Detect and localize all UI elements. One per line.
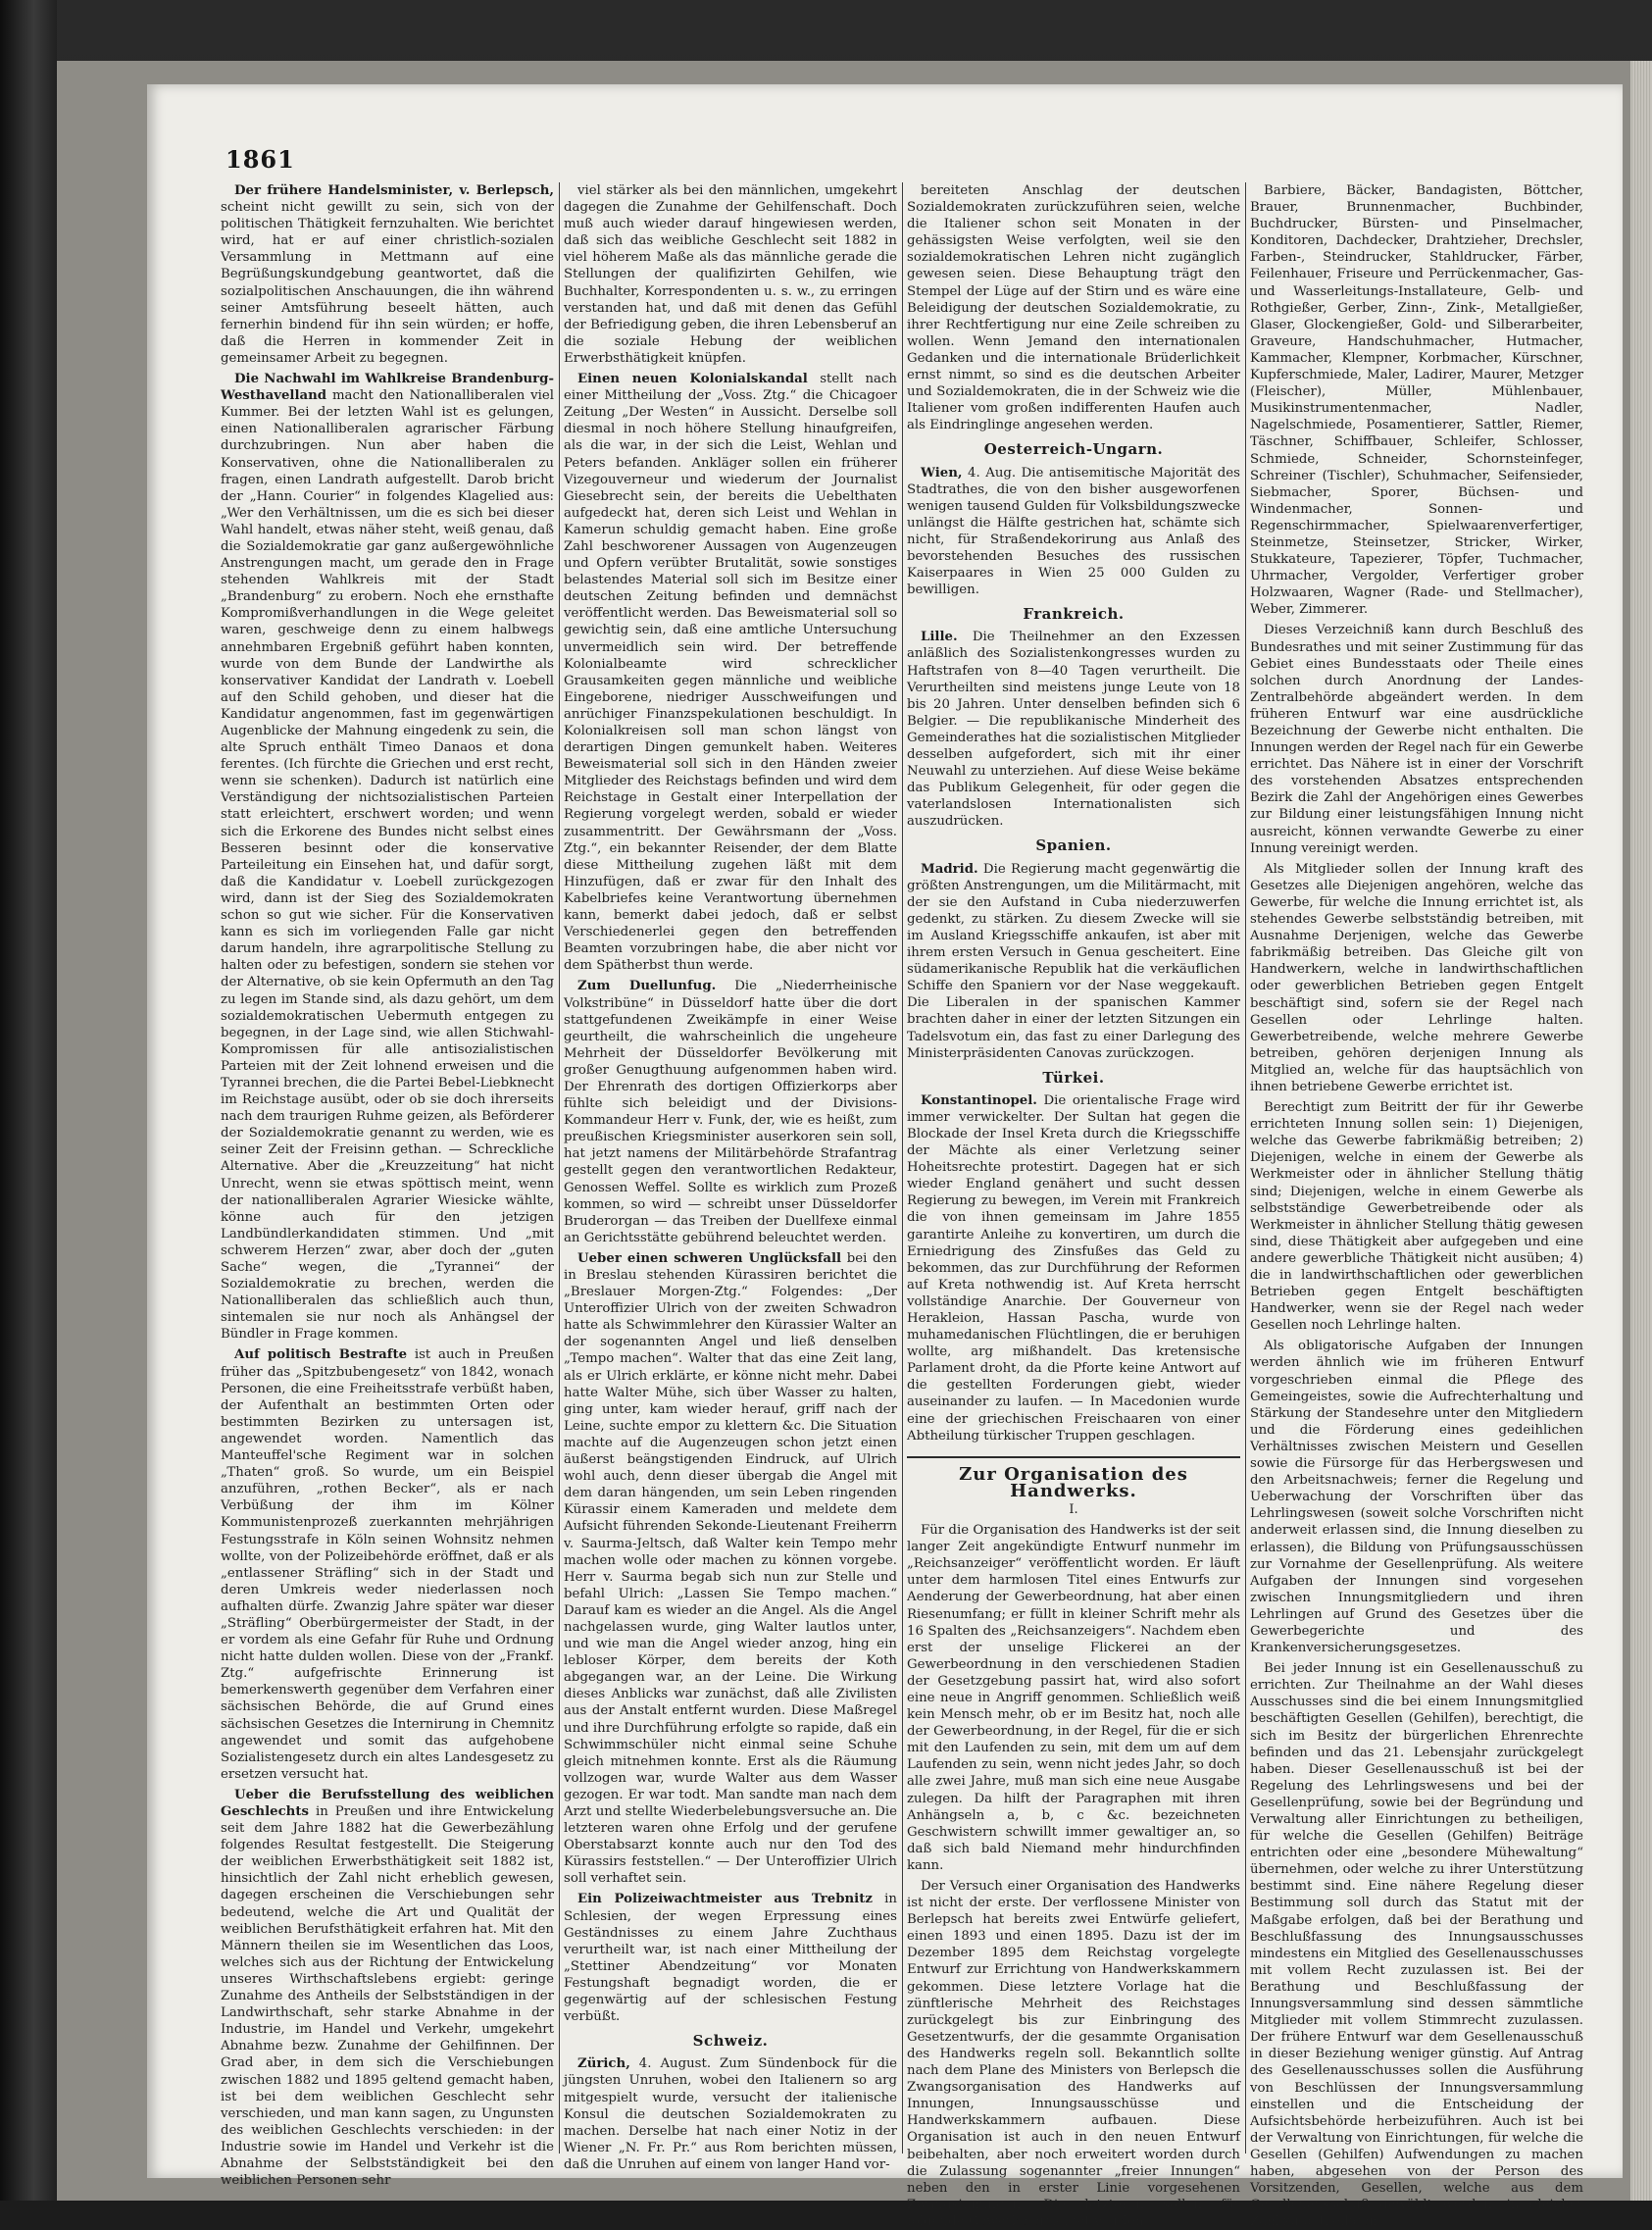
news-item xyxy=(221,371,554,1343)
news-item-text: Als Mitglieder sollen der Innung kraft des Gesetzes alle Diejenigen angehören, welche das Gewerbe, für welche die Innung errichtet ist, als stehendes Gewerbe selbstständig betreiben, mit Ausnahme Derjenigen, welche das Gewerbe fabrikmäßig betreiben. Das Gleiche gilt von Handwerkern, welche in landwirthschaftlichen oder gewerblichen Betrieben gegen Entgelt beschäftigt sind, sofern sie der Regel nach Gesellen oder Lehrlinge halten. Gewerbetreibende, welche mehrere Gewerbe betreiben, gehören derjenigen Innung als Mitglied an, welche für das hauptsächlich von ihnen betriebene Gewerbe errichtet ist. xyxy=(1250,861,1583,1094)
news-item-text: viel stärker als bei den männlichen, umgekehrt dagegen die Zunahme der Gehilfenschaft. Doch muß auch wieder darauf hingewiesen werden, daß sich das weibliche Geschlecht seit 1882 in viel höherem Maße als das männliche gerade die Stellungen der qualifizirten Gehilfen, wie Buchhalter, Korrespondenten u. s. w., zu erringen verstanden hat, und daß mit denen das Gefühl der Befriedigung geben, die ihren Lebensberuf an die soziale Hebung der weiblichen Erwerbsthätigkeit knüpfen. xyxy=(564,183,897,366)
news-item-text: scheint nicht gewillt zu sein, sich von der politischen Thätigkeit fernzuhalten. Wie berichtet wird, hat er auf einer christlich-sozialen Versammlung in Mettmann auf eine Begrüßungskundgebung geantwortet, daß die sozialpolitischen Anschauungen, die ihn während seiner Amtsführung beseelt hätten, auch fernerhin bindend für ihn sein würden; er hoffe, daß die Herren in kommender Zeit in gemeinsamer Arbeit zu begegnen. xyxy=(221,200,554,366)
news-item xyxy=(564,2055,897,2173)
news-item-text: Der Versuch einer Organisation des Handwerks ist nicht der erste. Der verflossene Minister von Berlepsch hat bereits zwei Entwürfe geliefert, einen 1893 und einen 1895. Dazu ist der im Dezember 1895 dem Reichstag vorgelegte Entwurf zur Errichtung von Handwerkskammern gekommen. Diese letztere Vorlage hat die zünftlerische Mehrheit des Reichstages zurückgelegt bis zur Einbringung des Gesetzentwurfs, der die gesammte Organisation des Handwerks regeln soll. Bekanntlich sollte nach dem Plane des Ministers von Berlepsch die Zwangsorganisation des Handwerks auf Innungen, Innungsausschüsse und Handwerkskammern aufbauen. Diese Organisation ist auch in den neuen Entwurf beibehalten, aber noch erweitert worden durch die Zulassung sogenannter „freier Innungen“ neben den in erster Linie vorgesehenen Zwangsinnungen. Die letzteren sollen für folgende Gewerbe errichtet werden: xyxy=(907,1879,1240,2229)
news-item xyxy=(907,629,1240,830)
paragraph xyxy=(1250,622,1583,856)
news-item-text: Bei jeder Innung ist ein Gesellenausschuß zu errichten. Zur Theilnahme an der Wahl dieses Ausschusses sind die bei einem Innungsmitglied beschäftigten Gesellen (Gehilfen), berechtigt, die sich im Besitz der bürgerlichen Ehrenrechte befinden und das 21. Lebensjahr zurückgelegt haben. Dieser Gesellenausschuß ist bei der Regelung des Lehrlingswesens und bei der Gesellenprüfung, sowie bei der Begründung und Verwaltung aller Einrichtungen zu betheiligen, für welche die Gesellen (Gehilfen) Beiträge entrichten oder eine „besondere Mühewaltung“ übernehmen, oder welche zu ihrer Unterstützung bestimmt sind. Eine nähere Regelung dieser Bestimmung soll durch das Statut mit der Maßgabe erfolgen, daß bei der Berathung und Beschlußfassung des Innungsausschusses mindestens ein Mitglied des Gesellenausschusses mit vollem Recht zuzulassen ist. Bei der Berathung und Beschlußfassung der Innungsversammlung sind dessen sämmtliche Mitglieder mit vollem Stimmrecht zuzulassen. Der frühere Entwurf war dem Gesellenausschuß in dieser Beziehung weniger günstig. Auf Antrag des Gesellenausschusses sollen die Ausführung von Beschlüssen der Innungsversammlung einstellen und die Entscheidung der Aufsichtsbehörde herbeizuführen. Auch ist bei der Verwaltung von Einrichtungen, für welche die Gesellen (Gehilfen) Aufwendungen zu machen haben, abgesehen von der Person des Vorsitzenden, Gesellen, welche aus dem Gesellenausschuß gewählt werden, in gleicher Zahl zu betheiligen, xyxy=(1250,1661,1583,2230)
paragraph xyxy=(1250,1099,1583,1334)
column-rule xyxy=(1245,182,1246,2154)
news-item-lead: Einen neuen Kolonialskandal xyxy=(577,372,808,387)
news-item-lead: Der frühere Handelsminister, v. Berlepsch, xyxy=(234,183,554,198)
paragraph xyxy=(564,182,897,367)
news-item xyxy=(221,182,554,367)
feature-heading: Zur Organisation des Handwerks. xyxy=(907,1456,1240,1499)
news-item xyxy=(221,1787,554,2189)
column-rule xyxy=(559,182,560,2154)
news-item-lead: Lille. xyxy=(921,630,958,645)
news-item-lead: Auf politisch Bestrafte xyxy=(234,1347,408,1363)
page-edges xyxy=(1630,61,1652,2201)
paragraph xyxy=(907,1522,1240,1874)
news-item-lead: Zürich, xyxy=(577,2056,630,2072)
section-heading: Spanien. xyxy=(1035,836,1112,855)
section-heading: Türkei. xyxy=(1042,1068,1105,1087)
news-item-text: Dieses Verzeichniß kann durch Beschluß des Bundesrathes und mit seiner Zustimmung für das Gebiet eines Bundesstaats oder Theile eines solchen durch Anordnung der Landes-Zentralbehörde abgeändert werden. In dem früheren Entwurf war eine ausdrückliche Bezeichnung der Gewerbe nicht enthalten. Die Innungen werden der Regel nach für ein Gewerbe errichtet. Das Nähere ist in einer der Vorschrift des vorstehenden Absatzes entsprechenden Bezirk die Zahl der Angehörigen eines Gewerbes zur Bildung einer leistungsfähigen Innung nicht ausreicht, können verwandte Gewerbe zu einer Innung vereinigt werden. xyxy=(1250,623,1583,856)
newspaper-page xyxy=(147,84,1623,2230)
news-item-text: stellt nach einer Mittheilung der „Voss. Ztg.“ die Chicagoer Zeitung „Der Westen“ in Aussicht. Derselbe soll diesmal in noch höhere Stellung hinaufgreifen, als die war, in der sich die Leist, Wehlan und Peters befanden. Ankläger sollen ein früherer Vizegouverneur und wiederum der Journalist Giesebrecht sein, der bereits die Uebelthaten aufgedeckt hat, deren sich Leist und Wehlan in Kamerun schuldig gemacht haben. Eine große Zahl beschworener Aussagen von Augenzeugen und Opfern verübter Brutalität, sowie sonstiges belastendes Material soll sich im Besitze einer deutschen Zeitung befinden und demnächst veröffentlicht werden. Das Beweismaterial soll so gewichtig sein, daß eine amtliche Untersuchung unvermeidlich sein wird. Der betreffende Kolonialbeamte wird schrecklicher Grausamkeiten gegen männliche und weibliche Eingeborene, niedriger Ausschweifungen und anrüchiger Finanzspekulationen beschuldigt. In Kolonialkreisen soll man schon längst von derartigen Dingen gemunkelt haben. Weiteres Beweismaterial soll sich in den Händen zweier Mitglieder des Reichstags befinden und wird dem Reichstage in Gestalt einer Interpellation der Regierung vorgelegt werden, sobald er wieder zusammentritt. Der Gewährsmann der „Voss. Ztg.“, ein bekannter Reisender, der dem Blatte diese Mittheilung zugehen läßt mit dem Hinzufügen, daß er zwar für den Inhalt des Kabelbriefes keine Verantwortung übernehmen kann, bemerkt dabei jedoch, daß er selbst Verschiedenerlei gegen den betreffenden Beamten vorzubringen habe, die aber nicht vor dem Spätherbst thun werde. xyxy=(564,372,897,974)
news-item-text: Als obligatorische Aufgaben der Innungen werden ähnlich wie im früheren Entwurf vorgeschrieben einmal die Pflege des Gemeingeistes, sowie die Aufrechterhaltung und Stärkung der Standesehre unter den Mitgliedern und die Förderung eines gedeihlichen Verhältnisses zwischen Meistern und Gesellen sowie die Fürsorge für das Herbergswesen und den Arbeitsnachweis; ferner die Regelung und Ueberwachung der Vorschriften über das Lehrlingswesen (soweit solche Vorschriften nicht anderweit erlassen sind, die Innung dieselben zu erlassen), die Bildung von Prüfungsausschüssen zur Vornahme der Gesellenprüfung. Als weitere Aufgaben der Innungen sind vorgesehen zwischen Innungsmitgliedern und ihren Lehrlingen auf Grund des Gesetzes über die Gewerbegerichte und des Krankenversicherungsgesetzes. xyxy=(1250,1339,1583,1656)
section-heading: Frankreich. xyxy=(1023,605,1125,624)
paragraph xyxy=(1250,1660,1583,2230)
news-item-lead: Ein Polizeiwachtmeister aus Trebnitz xyxy=(577,1892,873,1907)
news-item-lead: Die Nachwahl im Wahlkreise Brandenburg-Westhavelland xyxy=(221,372,554,404)
column-rule xyxy=(902,182,903,2154)
news-item-text: Die Theilnehmer an den Exzessen anläßlich des Sozialistenkongresses wurden zu Haftstrafen von 8—40 Tagen verurtheilt. Die Verurtheilten sind meistens junge Leute von 18 bis 20 Jahren. Unter denselben befinden sich 6 Belgier. — Die republikanische Minderheit des Gemeinderathes hat die sozialistischen Mitglieder desselben aufgefordert, sich mit ihr einer Neuwahl zu unterziehen. Auf diese Weise bekäme das Publikum Gelegenheit, für oder gegen die vaterlandslosen Internationalisten sich auszudrücken. xyxy=(907,630,1240,830)
news-item xyxy=(907,1092,1240,1444)
part-number: I. xyxy=(1069,1501,1078,1517)
news-item-text: ist auch in Preußen früher das „Spitzbubengesetz“ von 1842, wonach Personen, die eine Freiheitsstrafe verbüßt haben, der Aufenthalt an bestimmten Orten oder bestimmten Bezirken zu untersagen ist, angewendet worden. Namentlich das Manteuffel'sche Regiment war in solchen „Thaten“ groß. So wurde, um ein Beispiel anzuführen, „rothen Becker“, als er nach Verbüßung der ihm im Kölner Kommunistenprozeß zuerkannten mehrjährigen Festungsstrafe in Köln seinen Wohnsitz nehmen wollte, von der Polizeibehörde eröffnet, daß er als „entlassener Sträfling“ sich in der Stadt und deren Umkreis weder niederlassen noch aufhalten dürfe. Zwanzig Jahre später war dieser „Sträfling“ Oberbürgermeister der Stadt, in der er vordem als eine Gefahr für Ruhe und Ordnung nicht hatte dulden wollen. Diese von der „Frankf. Ztg.“ aufgefrischte Erinnerung ist bemerkenswerth gegenüber dem Verfahren einer sächsischen Behörde, die auf Grund eines sächsischen Gesetzes die Internirung in Chemnitz angewendet und somit das aufgehobene Sozialistengesetz durch ein altes Landesgesetz zu ersetzen versucht hat. xyxy=(221,1347,554,1782)
news-item xyxy=(907,465,1240,599)
news-item-lead: Madrid. xyxy=(921,861,978,877)
paragraph xyxy=(907,1878,1240,2230)
book-binding xyxy=(0,0,57,2201)
news-item-lead: Ueber die Berufsstellung des weiblichen Geschlechts xyxy=(221,1787,554,1819)
news-item-lead: Zum Duellunfug. xyxy=(577,979,717,994)
news-item-lead: Wien, xyxy=(921,465,963,481)
paragraph xyxy=(1250,182,1583,618)
news-item-text: Die „Niederrheinische Volkstribüne“ in Düsseldorf hatte über die dort stattgefundenen Zweikämpfe in einer Weise geurtheilt, die wahrscheinlich die ungeheure Mehrheit der Düsseldorfer Bevölkerung mit großer Genugthuung aufgenommen haben wird. Der Ehrenrath des dortigen Offizierkorps aber fühlte sich beleidigt und der Divisions-Kommandeur Herr v. Funk, der, wie es heißt, zum preußischen Kriegsminister auserkoren sein soll, hat jetzt namens der Militärbehörde Strafantrag gestellt gegen den verantwortlichen Redakteur, Genossen Weffel. Sollte es wirklich zum Prozeß kommen, so wird — schreibt unser Düsseldorfer Bruderorgan — das Treiben der Duellfexe einmal an Gerichtsstätte gebührend beleuchtet werden. xyxy=(564,979,897,1245)
paragraph xyxy=(1250,861,1583,1095)
news-item xyxy=(221,1346,554,1782)
news-item xyxy=(564,1891,897,2025)
section-heading: Oesterreich-Ungarn. xyxy=(983,440,1164,459)
news-item-text: Die Regierung macht gegenwärtig die größten Anstrengungen, um die Militärmacht, mit der sie den Aufstand in Cuba niederzuwerfen gedenkt, zu stärken. Zu diesem Zwecke will sie im Ausland Kriegsschiffe ankaufen, ist aber mit ihrem ersten Versuch in Genua gescheitert. Eine südamerikanische Republik hat die verkäuflichen Schiffe den Spaniern vor der Nase weggekauft. Die Liberalen in der spanischen Kammer brachten daher in einer der letzten Sitzungen ein Tadelsvotum ein, das fast zu einer Darlegung des Ministerpräsidenten Canovas zurückzogen. xyxy=(907,861,1240,1061)
news-item-text: Barbiere, Bäcker, Bandagisten, Böttcher, Brauer, Brunnenmacher, Buchbinder, Buchdrucker, Bürsten- und Pinselmacher, Konditoren, Dachdecker, Drahtzieher, Drechsler, Farben-, Steindrucker, Stahldrucker, Färber, Feilenhauer, Friseure und Perrückenmacher, Gas- und Wasserleitungs-Installateure, Gelb- und Rothgießer, Gerber, Zinn-, Zink-, Metallgießer, Glaser, Glockengießer, Gold- und Silberarbeiter, Graveure, Handschuhmacher, Hutmacher, Kammacher, Klempner, Korbmacher, Kürschner, Kupferschmiede, Maler, Ladirer, Maurer, Metzger (Fleischer), Müller, Mühlenbauer, Musikinstrumentenmacher, Nadler, Nagelschmiede, Posamentierer, Sattler, Riemer, Täschner, Schiffbauer, Schleifer, Schlosser, Schmiede, Schneider, Schornsteinfeger, Schreiner (Tischler), Schuhmacher, Seifensieder, Siebmacher, Sporer, Büchsen- und Windenmacher, Sonnen- und Regenschirmmacher, Spielwaarenverfertiger, Steinmetze, Steinsetzer, Stricker, Wirker, Stukkateure, Tapezierer, Töpfer, Tuchmacher, Uhrmacher, Vergolder, Verfertiger grober Holzwaaren, Wagner (Rade- und Stellmacher), Weber, Zimmerer. xyxy=(1250,183,1583,618)
news-item xyxy=(907,861,1240,1062)
paragraph xyxy=(907,182,1240,433)
columns-container xyxy=(221,182,1603,2230)
news-item xyxy=(564,978,897,1246)
news-item-lead: Konstantinopel. xyxy=(921,1092,1037,1108)
news-item xyxy=(564,371,897,974)
column-2 xyxy=(564,182,898,2172)
news-item-text: bereiteten Anschlag der deutschen Sozialdemokraten zurückzuführen seien, welche die Italiener schon seit Monaten in der gehässigsten Weise verfolgten, weil sie den sozialdemokratischen Lehren nicht zugänglich gewesen seien. Diese Behauptung trägt den Stempel der Lüge auf der Stirn und es wäre eine Beleidigung der deutschen Sozialdemokratie, zu ihrer Rechtfertigung nur eine Zeile schreiben zu wollen. Wenn Jemand den internationalen Gedanken und die internationale Brüderlichkeit ernst nimmt, so sind es die deutschen Arbeiter und Sozialdemokraten, die in der Schweiz wie die Italiener vom großen indifferenten Haufen auch als Eindringlinge angesehen werden. xyxy=(907,183,1240,433)
news-item-lead: Ueber einen schweren Unglücksfall xyxy=(577,1250,842,1266)
news-item-text: Berechtigt zum Beitritt der für ihr Gewerbe errichteten Innung sollen sein: 1) Diejenigen, welche das Gewerbe fabrikmäßig betreiben; 2) Diejenigen, welche in einem der Gewerbe als Werkmeister oder in ähnlicher Stellung thätig sind; Diejenigen, welche in einem Gewerbe als selbstständige Gewerbetreibende oder als Werkmeister in ähnlicher Stellung thätig gewesen sind, diese Thätigkeit aber aufgegeben und eine andere gewerbliche Thätigkeit nicht ausüben; 4) die in landwirthschaftlichen oder gewerblichen Betrieben gegen Entgelt beschäftigten Handwerker, wenn sie der Regel nach weder Gesellen noch Lehrlinge halten. xyxy=(1250,1100,1583,1334)
news-item-text: macht den Nationalliberalen viel Kummer. Bei der letzten Wahl ist es gelungen, einen Nationalliberalen agrarischer Färbung durchzubringen. Nun aber haben die Konservativen, ohne die Nationalliberalen zu fragen, einen Landrath aufgestellt. Darob bricht der „Hann. Courier“ in folgendes Klagelied aus: „Wer den Verhältnissen, um die es sich bei dieser Wahl handelt, etwas näher steht, weiß genau, daß die Sozialdemokratie gar ganz außergewöhnliche Anstrengungen macht, um gerade den in Frage stehenden Wahlkreis mit der Stadt „Brandenburg“ zu erobern. Noch ehe ernsthafte Kompromißverhandlungen in die Wege geleitet waren, geschweige denn zu einem halbwegs annehmbaren Ergebniß geführt haben konnten, wurde von dem Bunde der Landwirthe als konservativer Kandidat der Landrath v. Loebell auf den Schild gehoben, und dieser hat die Kandidatur angenommen, fast im gegenwärtigen Augenblicke der Mahnung eingedenk zu sein, die alte Spruch enthält Timeo Danaos et dona ferentes. (Ich fürchte die Griechen und erst recht, wenn sie schenken). Dadurch ist natürlich eine Verständigung der nichtsozialistischen Parteien statt erleichtert, erschwert worden; und wenn sich die Erkorene des Bundes nicht selbst eines Besseren besinnt oder die konservative Parteileitung ein Einsehen hat, und dafür sorgt, daß die Kandidatur v. Loebell zurückgezogen wird, dann ist der Sieg des Sozialdemokraten schon so gut wie sicher. Für die Konservativen kann es sich im vorliegenden Falle gar nicht darum handeln, ihre agrarpolitische Stellung zu halten oder zu befestigen, sondern sie stehen vor der Alternative, ob sie kein Opfermuth an den Tag zu legen im Stande sind, als dazu gehört, um dem sozialdemokratischen Uebermuth entgegen zu begegnen, in der Lage sind, wie allen Stichwahl-Kompromissen für alle antisozialistischen Parteien mit der Zeit lohnend erweisen und die Tyrannei brechen, die die Partei Bebel-Liebknecht im Reichstage ausübt, oder ob sie doch ihrerseits nach dem traurigen Ruhme geizen, als Beförderer der Sozialdemokratie genannt zu werden, wie es seiner Zeit der Freisinn gethan. — Schreckliche Alternative. Aber die „Kreuzzeitung“ hat nicht Unrecht, wenn sie etwas spöttisch meint, wenn der nationalliberalen Agrarier Wiesicke wählte, könne auch für den jetzigen Landbündlerkandidaten stimmen. Und „mit schwerem Herzen“ zwar, aber doch der „guten Sache“ wegen, die „Tyrannei“ der Sozialdemokratie zu brechen, werden die Nationalliberalen das schließlich auch thun, sintemalen sie nur noch als Anhängsel der Bündler in Frage kommen. xyxy=(221,388,554,1343)
news-item-text: 4. Aug. Die antisemitische Majorität des Stadtrathes, die von den bisher ausgeworfenen wenigen tausend Gulden für Volksbildungszwecke unlängst die Hälfte gestrichen hat, schämte sich nicht, für Straßendekorirung aus Anlaß des bevorstehenden Besuches des russischen Kaiserpaares in Wien 25 000 Gulden zu bewilligen. xyxy=(907,465,1240,598)
column-4 xyxy=(1250,182,1583,2230)
paragraph xyxy=(1250,1338,1583,1656)
news-item xyxy=(564,1250,897,1888)
column-1 xyxy=(221,182,554,2189)
news-item-text: bei den in Breslau stehenden Kürassiren berichtet die „Breslauer Morgen-Ztg.“ Folgendes: „Der Unteroffizier Ulrich von der zweiten Schwadron hatte als Schwimmlehrer den Kürassier Walter an der sogenannten Angel und ließ denselben „Tempo machen“. Walter that das eine Zeit lang, als er Ulrich erklärte, er könne nicht mehr. Dabei hatte Walter Mühe, sich über Wasser zu halten, ging unter, kam wieder herauf, griff nach der Leine, suchte empor zu klettern &c. Die Situation machte auf die Augenzeugen schon jetzt einen äußerst beängstigenden Eindruck, auf Ulrich wohl auch, denn dieser übergab die Angel mit dem daran hängenden, um sein Leben ringenden Kürassir einem Kameraden und meldete dem Aufsicht führenden Sekonde-Lieutenant Freiherrn v. Saurma-Jeltsch, daß Walter kein Tempo mehr machen wolle oder machen zu können vorgebe. Herr v. Saurma begab sich nun zur Stelle und befahl Ulrich: „Lassen Sie Tempo machen.“ Darauf kam es wieder an die Angel. Als die Angel nachgelassen wurde, ging Walter lautlos unter, und wie man die Angel wieder anzog, hing ein lebloser Körper, dem bereits der Koth abgegangen war, an der Leine. Die Wirkung dieses Anblicks war zunächst, daß alle Zivilisten aus der Anstalt entfernt wurden. Diese Maßregel und ihre Durchführung erfolgte so rapide, daß ein Schwimmschüler nicht einmal seine Schuhe gleich mitnehmen konnte. Erst als die Räumung vollzogen war, wurde Walter aus dem Wasser gezogen. Er war todt. Man sandte man nach dem Arzt und stellte Wiederbelebungsversuche an. Die letzteren waren ohne Erfolg und der gerufene Oberstabsarzt konnte auch nur den Tod des Kürassirs feststellen.“ — Der Unteroffizier Ulrich soll verhaftet sein. xyxy=(564,1250,897,1887)
section-heading: Schweiz. xyxy=(692,2032,769,2051)
news-item-text: in Preußen und ihre Entwickelung seit dem Jahre 1882 hat die Gewerbezählung folgendes Resultat festgestellt. Die Steigerung der weiblichen Erwerbsthätigkeit seit 1882 ist, hinsichtlich der Zahl nicht erheblich gewesen, dagegen erscheinen die Verschiebungen sehr bedeutend, welche die Art und Qualität der weiblichen Berufsthätigkeit erfahren hat. Mit den Männern theilen sie im Wesentlichen das Loos, welches sich aus der Richtung der Entwickelung unseres Wirthschaftslebens ergiebt: geringe Zunahme des Antheils der Selbstständigen in der Landwirthschaft, sehr starke Abnahme in der Industrie, im Handel und Verkehr, umgekehrt Abnahme bezw. Zunahme der Gehilfinnen. Der Grad aber, in dem sich die Verschiebungen zwischen 1882 und 1895 geltend gemacht haben, ist bei dem weiblichen Geschlecht sehr verschieden, und man kann sagen, zu Ungunsten des weiblichen Geschlechts verschieden: in der Industrie sowie im Handel und Verkehr ist die Abnahme der Selbstständigkeit bei den weiblichen Personen sehr xyxy=(221,1804,554,2189)
column-3 xyxy=(907,182,1240,2229)
news-item-text: Für die Organisation des Handwerks ist der seit langer Zeit angekündigte Entwurf nunmehr im „Reichsanzeiger“ veröffentlicht worden. Er läuft unter dem harmlosen Titel eines Entwurfs zur Aenderung der Gewerbeordnung, hat aber einen Riesenumfang; er füllt in kleiner Schrift mehr als 16 Spalten des „Reichsanzeigers“. Nachdem eben erst der unselige Flickerei an der Gewerbeordnung in den verschiedenen Stadien der Gesetzgebung passirt hat, wird also sofort eine neue in Angriff genommen. Schließlich weiß kein Mensch mehr, ob er im Besitz hat, noch alle der Gewerbeordnung, in der Regel, für die er sich mit den Laufenden zu sein, mit dem um auf dem Laufenden zu sein, wenn nicht jedes Jahr, so doch alle zwei Jahre, muß man sich eine neue Ausgabe zulegen. Da hilft der Paragraphen mit ihren Anhängseln a, b, c &c. bezeichneten Geschwistern schwillt immer gewaltiger an, so daß sich bald Niemand mehr hindurchfinden kann. xyxy=(907,1523,1240,1873)
news-item-text: 4. August. Zum Sündenbock für die jüngsten Unruhen, wobei den Italienern so arg mitgespielt wurde, versucht der italienische Konsul die deutschen Sozialdemokraten zu machen. Derselbe hat nach einer Notiz in der Wiener „N. Fr. Pr.“ aus Rom berichten müssen, daß die Unruhen auf einem von langer Hand vor- xyxy=(564,2056,898,2172)
news-item-text: Die orientalische Frage wird immer verwickelter. Der Sultan hat gegen die Blockade der Insel Kreta durch die Kriegsschiffe der Mächte als einer Verletzung seiner Hoheitsrechte protestirt. Dagegen hat er sich wieder England genähert und sucht dessen Regierung zu bewegen, im Verein mit Frankreich die von ihnen gemeinsam im Jahre 1855 garantirte Anleihe zu konvertiren, um durch die Erniedrigung des Zinsfußes das Geld zu bekommen, das zur Durchführung der Reformen auf Kreta nothwendig ist. Auf Kreta herrscht vollständige Anarchie. Der Gouverneur von Herakleion, Hassan Pascha, wurde von muhamedanischen Flüchtlingen, die er beruhigen wollte, arg mißhandelt. Das kretensische Parlament droht, da die Pforte keine Antwort auf die gestellten Forderungen giebt, wieder auseinander zu laufen. — In Macedonien wurde eine der griechischen Freischaaren von einer Abtheilung türkischer Truppen geschlagen. xyxy=(907,1092,1240,1444)
page-number: 1861 xyxy=(225,145,295,174)
news-item-text: in Schlesien, der wegen Erpressung eines Geständnisses zu einem Jahre Zuchthaus verurtheilt war, ist nach einer Mittheilung der „Stettiner Abendzeitung“ vor Monaten Festungshaft begnadigt worden, die er gegenwärtig auf der schlesischen Festung verbüßt. xyxy=(564,1892,897,2025)
